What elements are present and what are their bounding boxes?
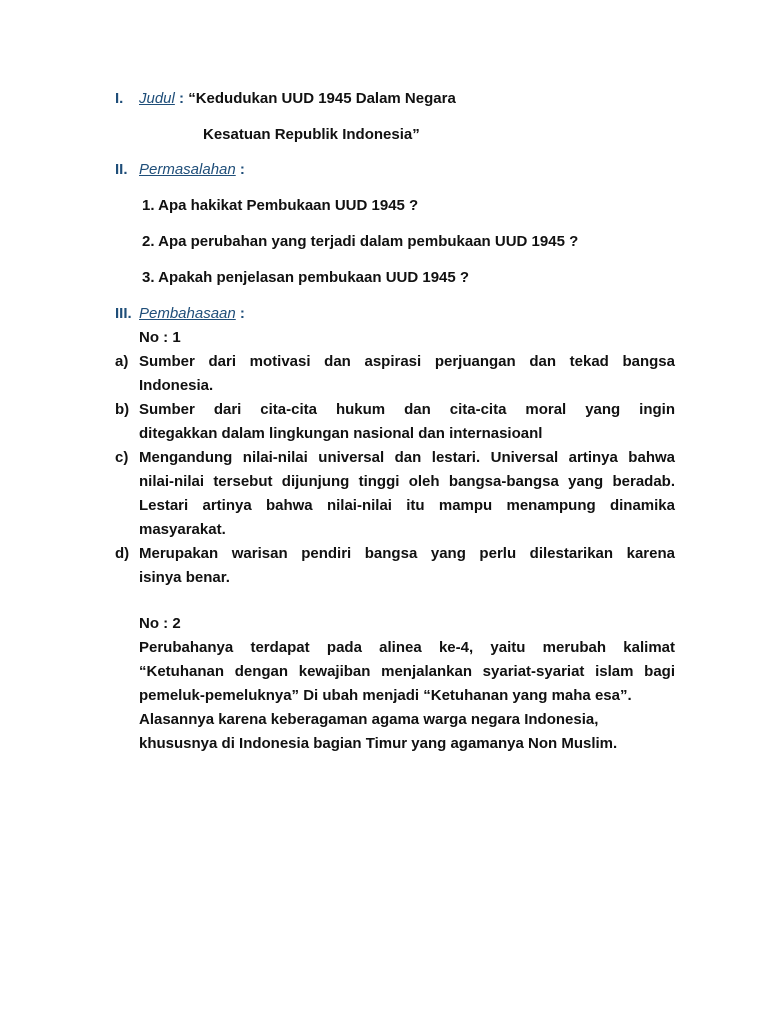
item-c-line: Mengandung nilai-nilai universal dan lestari. Universal artinya bahwa xyxy=(139,449,675,466)
no-2-line: khususnya di Indonesia bagian Timur yang agamanya Non Muslim. xyxy=(139,735,618,752)
no-2-line: “Ketuhanan dengan kewajiban menjalankan syariat-syariat islam bagi xyxy=(139,663,675,680)
item-c-line: nilai-nilai tersebut dijunjung tinggi oleh bangsa-bangsa yang beradab. xyxy=(139,473,675,490)
item-d-line: Merupakan warisan pendiri bangsa yang perlu dilestarikan karena xyxy=(139,545,675,562)
item-a-line: Sumber dari motivasi dan aspirasi perjuangan dan tekad bangsa xyxy=(139,353,675,370)
item-b-line: ditegakkan dalam lingkungan nasional dan internasioanl xyxy=(139,425,543,442)
item-c-line: Lestari artinya bahwa nilai-nilai itu mampu menampung dinamika xyxy=(139,497,675,514)
title-line-1: “Kedudukan UUD 1945 Dalam Negara xyxy=(188,90,456,107)
no-2-line: pemeluk-pemeluknya” Di ubah menjadi “Ketuhanan yang maha esa”. xyxy=(139,687,632,704)
item-a-line: Indonesia. xyxy=(139,377,214,394)
item-c-marker: c) xyxy=(115,449,129,466)
section-1-label: Judul xyxy=(139,90,175,107)
no-2-line: Perubahanya terdapat pada alinea ke-4, yaitu merubah kalimat xyxy=(139,639,675,656)
item-b-marker: b) xyxy=(115,401,130,418)
no-2-line: Alasannya karena keberagaman agama warga negara Indonesia, xyxy=(139,711,599,728)
section-2-label: Permasalahan xyxy=(139,161,236,178)
section-2-heading xyxy=(139,160,245,180)
item-d-text xyxy=(139,542,675,590)
item-c-line: masyarakat. xyxy=(139,521,226,538)
section-3-label: Pembahasaan xyxy=(139,305,236,322)
item-b-text xyxy=(139,398,675,446)
section-1-numeral: I. xyxy=(115,90,124,107)
question-1: 1. Apa hakikat Pembukaan UUD 1945 ? xyxy=(142,197,419,214)
section-3-numeral: III. xyxy=(115,305,132,322)
section-3-separator: : xyxy=(235,305,245,322)
section-1-separator: : xyxy=(174,90,189,107)
item-a-text xyxy=(139,350,675,398)
item-b-line: Sumber dari cita-cita hukum dan cita-cita moral yang ingin xyxy=(139,401,675,418)
no-1-heading: No : 1 xyxy=(139,329,181,346)
question-2: 2. Apa perubahan yang terjadi dalam pembukaan UUD 1945 ? xyxy=(142,233,579,250)
section-3-heading xyxy=(139,304,245,324)
item-d-marker: d) xyxy=(115,545,130,562)
no-2-paragraph xyxy=(139,636,675,756)
title-line-2: Kesatuan Republik Indonesia” xyxy=(203,126,420,143)
section-2-separator: : xyxy=(235,161,245,178)
item-a-marker: a) xyxy=(115,353,129,370)
section-1-heading xyxy=(139,89,456,109)
item-d-line: isinya benar. xyxy=(139,569,230,586)
section-2-numeral: II. xyxy=(115,161,128,178)
item-c-text xyxy=(139,446,675,542)
question-3: 3. Apakah penjelasan pembukaan UUD 1945 ? xyxy=(142,269,470,286)
no-2-heading: No : 2 xyxy=(139,615,181,632)
